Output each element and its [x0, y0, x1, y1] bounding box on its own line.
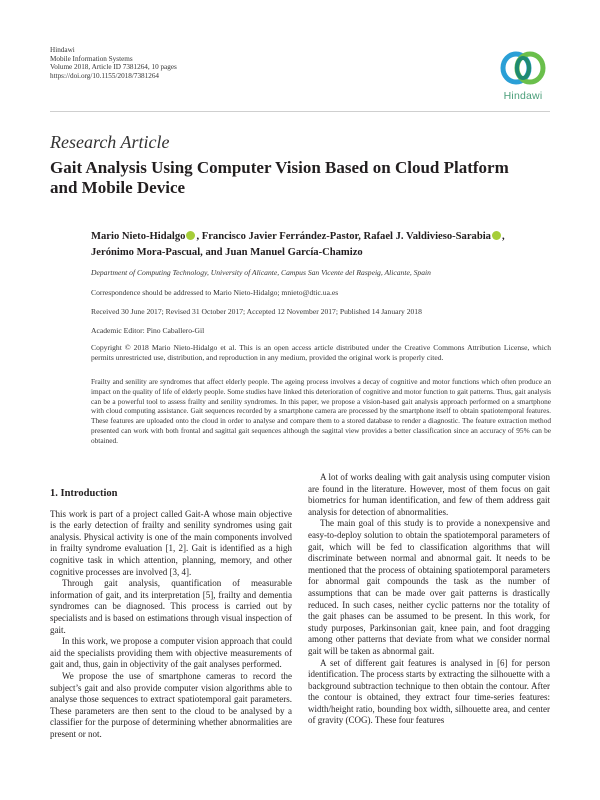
- author-list: Mario Nieto-Hidalgo , Francisco Javier Ferrández-Pastor, Rafael J. Valdivieso-Sarabia , Jerónimo Mora-Pascual, and Juan Manuel García-Chamizo: [91, 231, 505, 258]
- author-names: , Francisco Javier Ferrández-Pastor, Rafael J. Valdivieso-Sarabia: [196, 231, 491, 242]
- paragraph: This work is part of a project called Gait-A whose main objective is the early detection of frailty and senility syndromes using gait analysis. Physical activity is one of the main components involved in frailty syndrome evaluation [1, 2]. Gait is identified as a high cognitive task in which attention, planning, memory, and other cognitive processes are involved [3, 4].: [50, 508, 292, 577]
- paragraph: A set of different gait features is analysed in [6] for person identification. The process starts by extracting the silhouette with a background subtraction technique to then obtain the contour. After the contour is obtained, they extract four time-series features: width/height ratio, bounding box width, silhouette area, and center of gravity (COG). These four features: [308, 657, 550, 726]
- paragraph: A lot of works dealing with gait analysis using computer vision are found in the literature. However, most of them focus on gait biometrics for human identification, and few of them address gait analysis for detection of abnormalities.: [308, 472, 550, 517]
- hindawi-logo: [494, 44, 552, 104]
- doi-link[interactable]: https://doi.org/10.1155/2018/7381264: [50, 71, 160, 80]
- logo-text: Hindawi: [503, 90, 543, 102]
- journal-meta: [50, 46, 177, 80]
- paragraph: We propose the use of smartphone cameras to record the subject’s gait and also provide computer vision algorithms able to analyse those sequences to extract spatiotemporal gait parameters. These parameters are then sent to the cloud to be analysed by a classifier for the purpose of determining whether abnormalities are present or not.: [50, 670, 292, 739]
- volume-info: Volume 2018, Article ID 7381264, 10 pages: [50, 63, 177, 72]
- body-column-left: [50, 488, 292, 740]
- header-rule: [50, 111, 550, 112]
- abstract: Frailty and senility are syndromes that affect elderly people. The ageing process involves a decay of cognitive and motor functions which often produce an impact on the quality of life of elderly people. Some studies have linked this deterioration of cognitive and motor function to gait patterns. Thus, gait analysis can be a powerful tool to assess frailty and senility syndromes. In this paper, we propose a vision-based gait analysis approach performed on a smartphone with cloud computing assistance. Gait sequences recorded by a smartphone camera are processed by the smartphone itself to obtain spatiotemporal features. These features are uploaded onto the cloud in order to analyse and compare them to a stored database to render a diagnostic. The feature extraction method presented can work with both frontal and sagittal gait sequences although the sagittal view provides a better classification since an accuracy of 95% can be obtained.: [91, 377, 551, 445]
- publication-dates: Received 30 June 2017; Revised 31 October 2017; Accepted 12 November 2017; Published 14 January 2018: [91, 307, 422, 316]
- hindawi-rings-icon: [494, 44, 552, 90]
- body-column-right: [308, 472, 550, 727]
- academic-editor: Academic Editor: Pino Caballero-Gil: [91, 326, 205, 335]
- author-names: Jerónimo Mora-Pascual, and Juan Manuel García-Chamizo: [91, 246, 363, 258]
- correspondence: Correspondence should be addressed to Mario Nieto-Hidalgo; mnieto@dtic.ua.es: [91, 288, 339, 297]
- section-heading: 1. Introduction: [50, 488, 118, 499]
- orcid-icon[interactable]: [186, 231, 195, 240]
- publisher-name: Hindawi: [50, 46, 75, 54]
- paragraph: In this work, we propose a computer vision approach that could aid the specialists providing them with objective measurements of gait and, thus, gain in objectivity of the gait analyses performed.: [50, 636, 292, 670]
- paper-title: Gait Analysis Using Computer Vision Based on Cloud Platform and Mobile Device: [50, 158, 509, 197]
- article-type: Research Article: [50, 132, 170, 152]
- copyright-notice: Copyright © 2018 Mario Nieto-Hidalgo et al. This is an open access article distributed under the Creative Commons Attribution License, which permits unrestricted use, distribution, and reproduction in any medium, provided the original work is properly cited.: [91, 343, 551, 363]
- paragraph: The main goal of this study is to provide a nonexpensive and easy-to-deploy solution to obtain the spatiotemporal parameters of gait, which will be fed to classification algorithms that will discriminate between normal and abnormal gait. It needs to be mentioned that the process of obtaining spatiotemporal parameters for abnormal gait compounds the task as the number of assumptions that can be made over gait patterns is drastically reduced. In such cases, neither cyclic patterns nor the totality of the gait phases can be assumed to be present. In this work, for study purposes, Parkinsonian gait, knee pain, and foot dragging among other patterns that deviate from what we consider normal gait will be taken as abnormal gait.: [308, 518, 550, 656]
- affiliation: Department of Computing Technology, University of Alicante, Campus San Vicente del Raspeig, Alicante, Spain: [91, 268, 431, 277]
- journal-name: Mobile Information Systems: [50, 54, 133, 63]
- orcid-icon[interactable]: [492, 231, 501, 240]
- author-name[interactable]: Mario Nieto-Hidalgo: [91, 231, 186, 242]
- paragraph: Through gait analysis, quantification of measurable information of gait, and its interpretation [5], frailty and dementia syndromes can be diagnosed. This process is carried out by specialists and is based on estimations through visual inspection of gait.: [50, 578, 292, 635]
